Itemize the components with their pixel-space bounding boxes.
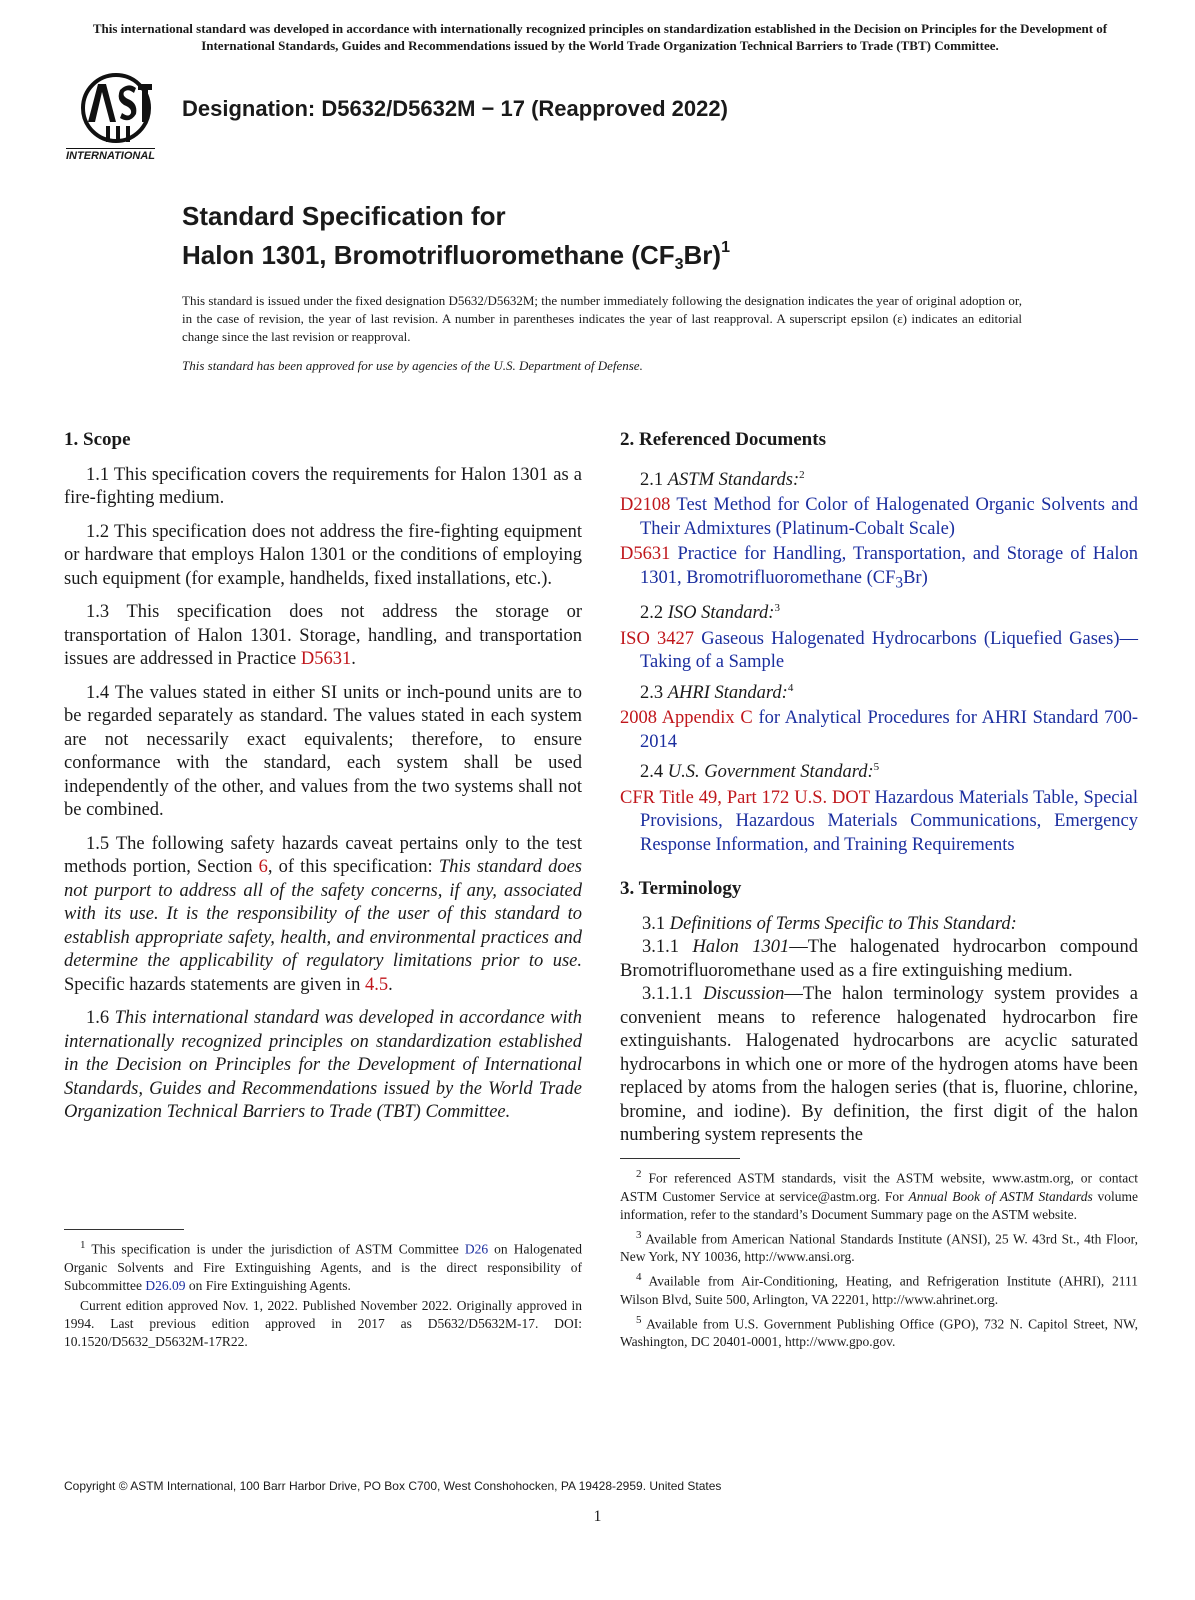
footnote-1 xyxy=(64,1236,582,1295)
paragraph-1-5-text-c: Specific hazards statements are given in xyxy=(64,974,366,995)
footnotes-left xyxy=(64,1229,582,1353)
footnote-2-text-a: For referenced ASTM standards, visit the ASTM website, www.astm.org, or contact ASTM Customer Service at service@astm.org. For xyxy=(620,1170,1138,1204)
section-heading-scope: 1. Scope xyxy=(64,429,131,450)
subsection-2-3-label: AHRI Standard: xyxy=(667,682,788,703)
link-ahri[interactable]: 2008 Appendix C xyxy=(620,708,753,729)
paragraph-3-1-1-number: 3.1.1 xyxy=(642,937,693,958)
subsection-2-4-number: 2.4 xyxy=(640,762,668,783)
paragraph-1-3-text: 1.3 This specification does not address the storage or transportation of Halon 1301. Storage, handling, and transportation issues are addressed in Practice xyxy=(64,602,582,669)
subsection-2-4-footnote: 5 xyxy=(873,761,880,774)
subsection-2-3-footnote: 4 xyxy=(787,681,794,694)
title-line-1: Standard Specification for xyxy=(182,201,506,231)
d5631-subscript: 3 xyxy=(895,574,904,592)
link-d5631[interactable]: D5631 xyxy=(300,649,352,669)
footnote-divider-right xyxy=(620,1158,740,1159)
paragraph-1-5-text-b: , of this specification: xyxy=(267,857,439,877)
footnote-3-mark: 3 xyxy=(636,1228,642,1241)
reference-ahri xyxy=(620,707,1138,754)
footnotes-right xyxy=(620,1158,1138,1353)
reference-iso-3427 xyxy=(620,628,1138,675)
link-section-6[interactable]: 6 xyxy=(258,857,268,877)
safety-caveat: This standard does not purport to address all of the safety concerns, if any, associated with its use. It is the responsibility of the user of this standard to establish appropriate safety, health, and environmental practices and determine the applicability of regulatory limitations prior to use. xyxy=(64,857,582,971)
paragraph-3-1-1-1 xyxy=(620,983,1138,1148)
paragraph-3-1 xyxy=(620,913,1138,937)
footnote-2-mark: 2 xyxy=(636,1168,642,1180)
subsection-2-1-label: ASTM Standards: xyxy=(667,469,800,490)
paragraph-1-2: 1.2 This specification does not address the fire-fighting equipment or hardware that employs Halon 1301 or the conditions of employing such equipment (for example, handhelds, fixed installations, etc.). xyxy=(64,521,582,589)
subsection-2-4 xyxy=(640,756,1138,785)
title-subscript: 3 xyxy=(674,256,684,273)
footnote-divider xyxy=(64,1229,184,1230)
reference-d5631 xyxy=(620,543,1138,595)
link-section-4-5[interactable]: 4.5 xyxy=(365,974,389,995)
subsection-2-1-footnote: 2 xyxy=(799,468,805,481)
left-column xyxy=(64,428,582,1135)
reference-d2108 xyxy=(620,494,1138,541)
paragraph-1-4: 1.4 The values stated in either SI units or inch-pound units are to be regarded separately as standard. The values stated in each system are not necessarily exact equivalents; therefore, to ensure conformance with the standard, each system shall be used independently of the other, and values from the two systems shall not be combined. xyxy=(64,682,582,820)
section-heading-referenced-documents: 2. Referenced Documents xyxy=(620,429,826,450)
subsection-2-2-footnote: 3 xyxy=(774,601,780,614)
edition-note: Current edition approved Nov. 1, 2022. Published November 2022. Originally approved in 1994. Last previous edition approved in 2017 as D5632/D5632M-17. DOI: 10.1520/D5632_D5632M-17R22. xyxy=(64,1297,582,1349)
header-notice: This international standard was developed in accordance with internationally recognized principles on standardization established in the Decision on Principles for the Development of International Standards, Guides and Recommendations issued by the World Trade Organization Technical Barriers to Trade (TBT) Committee. xyxy=(92,21,1108,53)
paragraph-3-1-1 xyxy=(620,936,1138,983)
title-footnote-mark: 1 xyxy=(721,239,730,256)
footnote-1-text-c: on Fire Extinguishing Agents. xyxy=(185,1277,351,1293)
paragraph-1-5-text-a: 1.5 The following safety hazards caveat pertains only to the test methods portion, Section xyxy=(64,833,582,877)
paragraph-1-5-end: . xyxy=(388,974,393,995)
subsection-2-4-label: U.S. Government Standard: xyxy=(667,762,874,783)
footnote-1-text-a: This specification is under the jurisdiction of ASTM Committee xyxy=(85,1241,465,1257)
footnote-3 xyxy=(620,1226,1138,1267)
discussion-text: —The halon terminology system provides a convenient means to reference halogenated hydrocarbon fire extinguishants. Halogenated hydrocarbons are acyclic saturated hydrocarbons in which one or more of the hydrogen atoms have been replaced by atoms from the halogen series (that is, fluorine, chlorine, bromine, and iodine). By definition, the first digit of the halon numbering system represents the xyxy=(620,984,1139,1146)
footnote-2-italic: Annual Book of ASTM Standards xyxy=(908,1188,1093,1204)
link-ahri-title[interactable]: for Analytical Procedures for AHRI Standard 700-2014 xyxy=(640,708,1138,752)
subsection-2-2-number: 2.2 xyxy=(640,603,668,623)
subsection-2-3 xyxy=(640,677,1138,706)
subsection-2-2 xyxy=(640,597,1138,626)
footnote-5 xyxy=(620,1311,1138,1352)
footnote-2-text-b: volume information, refer to the standard’s Document Summary page on the ASTM website. xyxy=(620,1188,1139,1222)
paragraph-1-6 xyxy=(64,1007,582,1125)
footnote-1-mark: 1 xyxy=(80,1239,86,1251)
term-discussion: Discussion xyxy=(703,984,785,1005)
section-heading-terminology: 3. Terminology xyxy=(620,878,742,900)
link-iso-3427[interactable]: ISO 3427 xyxy=(620,628,695,649)
logo-text: INTERNATIONAL xyxy=(66,150,156,162)
footnote-2 xyxy=(620,1165,1138,1224)
definition-halon-1301: —The halogenated hydrocarbon compound Bromotrifluoromethane used as a fire extinguishing medium. xyxy=(620,937,1139,981)
link-iso-3427-title[interactable]: Gaseous Halogenated Hydrocarbons (Liquefied Gases)—Taking of a Sample xyxy=(640,628,1138,672)
link-cfr-title[interactable]: Hazardous Materials Table, Special Provisions, Hazardous Materials Communications, Emergency Response Information, and Training Requirements xyxy=(640,787,1138,855)
title-line-2-text: Halon 1301, Bromotrifluoromethane (CF xyxy=(182,240,675,270)
paragraph-3-1-number: 3.1 xyxy=(642,913,670,934)
right-column xyxy=(620,428,1138,1158)
footnote-4-text: Available from Air-Conditioning, Heating, and Refrigeration Institute (AHRI), 2111 Wilson Blvd, Suite 500, Arlington, VA 22201, http://www.ahrinet.org. xyxy=(620,1273,1138,1307)
link-d26-09[interactable]: D26.09 xyxy=(145,1277,186,1293)
document-title xyxy=(182,200,730,281)
footnote-4-mark: 4 xyxy=(636,1271,642,1283)
footnote-3-text: Available from American National Standards Institute (ANSI), 25 W. 43rd St., 4th Floor, New York, NY 10036, http://www.ansi.org. xyxy=(620,1231,1138,1264)
issued-note: This standard is issued under the fixed designation D5632/D5632M; the number immediately following the designation indicates the year of original adoption or, in the case of revision, the year of last revision. A number in parentheses indicates the year of last reapproval. A superscript epsilon (ε) indicates an editorial change since the last revision or reapproval. xyxy=(182,293,1022,344)
term-halon-1301: Halon 1301 xyxy=(692,937,790,958)
dod-note: This standard has been approved for use by agencies of the U.S. Department of Defense. xyxy=(182,358,643,373)
link-d2108[interactable]: D2108 xyxy=(620,495,671,516)
d5631-title-text: Practice for Handling, Transportation, and Storage of Halon 1301, Bromotrifluoromethane (CF xyxy=(640,544,1138,588)
subsection-2-1 xyxy=(640,464,1138,493)
subsection-2-3-number: 2.3 xyxy=(640,682,668,703)
title-line-2-end: Br) xyxy=(683,240,722,270)
paragraph-1-6-text: This international standard was developed in accordance with internationally recognized principles on standardization established in the Decision on Principles for the Development of International Standards, Guides and Recommendations issued by the World Trade Organization Technical Barriers to Trade (TBT) Committee. xyxy=(64,1008,583,1122)
link-d5631-ref[interactable]: D5631 xyxy=(620,544,671,565)
footnote-5-text: Available from U.S. Government Publishing Office (GPO), 732 N. Capitol Street, NW, Washington, DC 20401-0001, http://www.gpo.gov. xyxy=(620,1316,1138,1349)
page-number: 1 xyxy=(593,1508,602,1525)
subsection-2-1-number: 2.1 xyxy=(640,469,668,490)
paragraph-3-1-text: Definitions of Terms Specific to This Standard: xyxy=(669,913,1017,934)
paragraph-1-3-end: . xyxy=(351,649,356,669)
link-cfr[interactable]: CFR Title 49, Part 172 U.S. DOT xyxy=(620,787,870,808)
paragraph-3-1-1-1-number: 3.1.1.1 xyxy=(642,984,704,1005)
footnote-4 xyxy=(620,1268,1138,1309)
subsection-2-2-label: ISO Standard: xyxy=(667,603,775,623)
d5631-title-end: Br) xyxy=(903,567,928,588)
title-line-2 xyxy=(182,232,730,281)
paragraph-1-5 xyxy=(64,833,582,998)
designation: Designation: D5632/D5632M − 17 (Reapproved 2022) xyxy=(182,96,728,121)
footnote-5-mark: 5 xyxy=(636,1313,642,1326)
link-d2108-title[interactable]: Test Method for Color of Halogenated Organic Solvents and Their Admixtures (Platinum-Cobalt Scale) xyxy=(640,495,1138,539)
paragraph-1-6-number: 1.6 xyxy=(86,1008,115,1028)
link-d5631-title[interactable] xyxy=(640,544,1138,592)
reference-cfr xyxy=(620,787,1138,858)
copyright-notice: Copyright © ASTM International, 100 Barr Harbor Drive, PO Box C700, West Conshohocken, PA 19428-2959. United States xyxy=(64,1479,722,1493)
link-d26[interactable]: D26 xyxy=(464,1241,489,1257)
footnote-1-text-b: on Halogenated Organic Solvents and Fire Extinguishing Agents, and is the direct responsibility of Subcommittee xyxy=(64,1241,582,1293)
paragraph-1-3 xyxy=(64,601,582,672)
paragraph-1-1: 1.1 This specification covers the requirements for Halon 1301 as a fire-fighting medium. xyxy=(64,464,582,508)
astm-logo xyxy=(66,70,170,166)
